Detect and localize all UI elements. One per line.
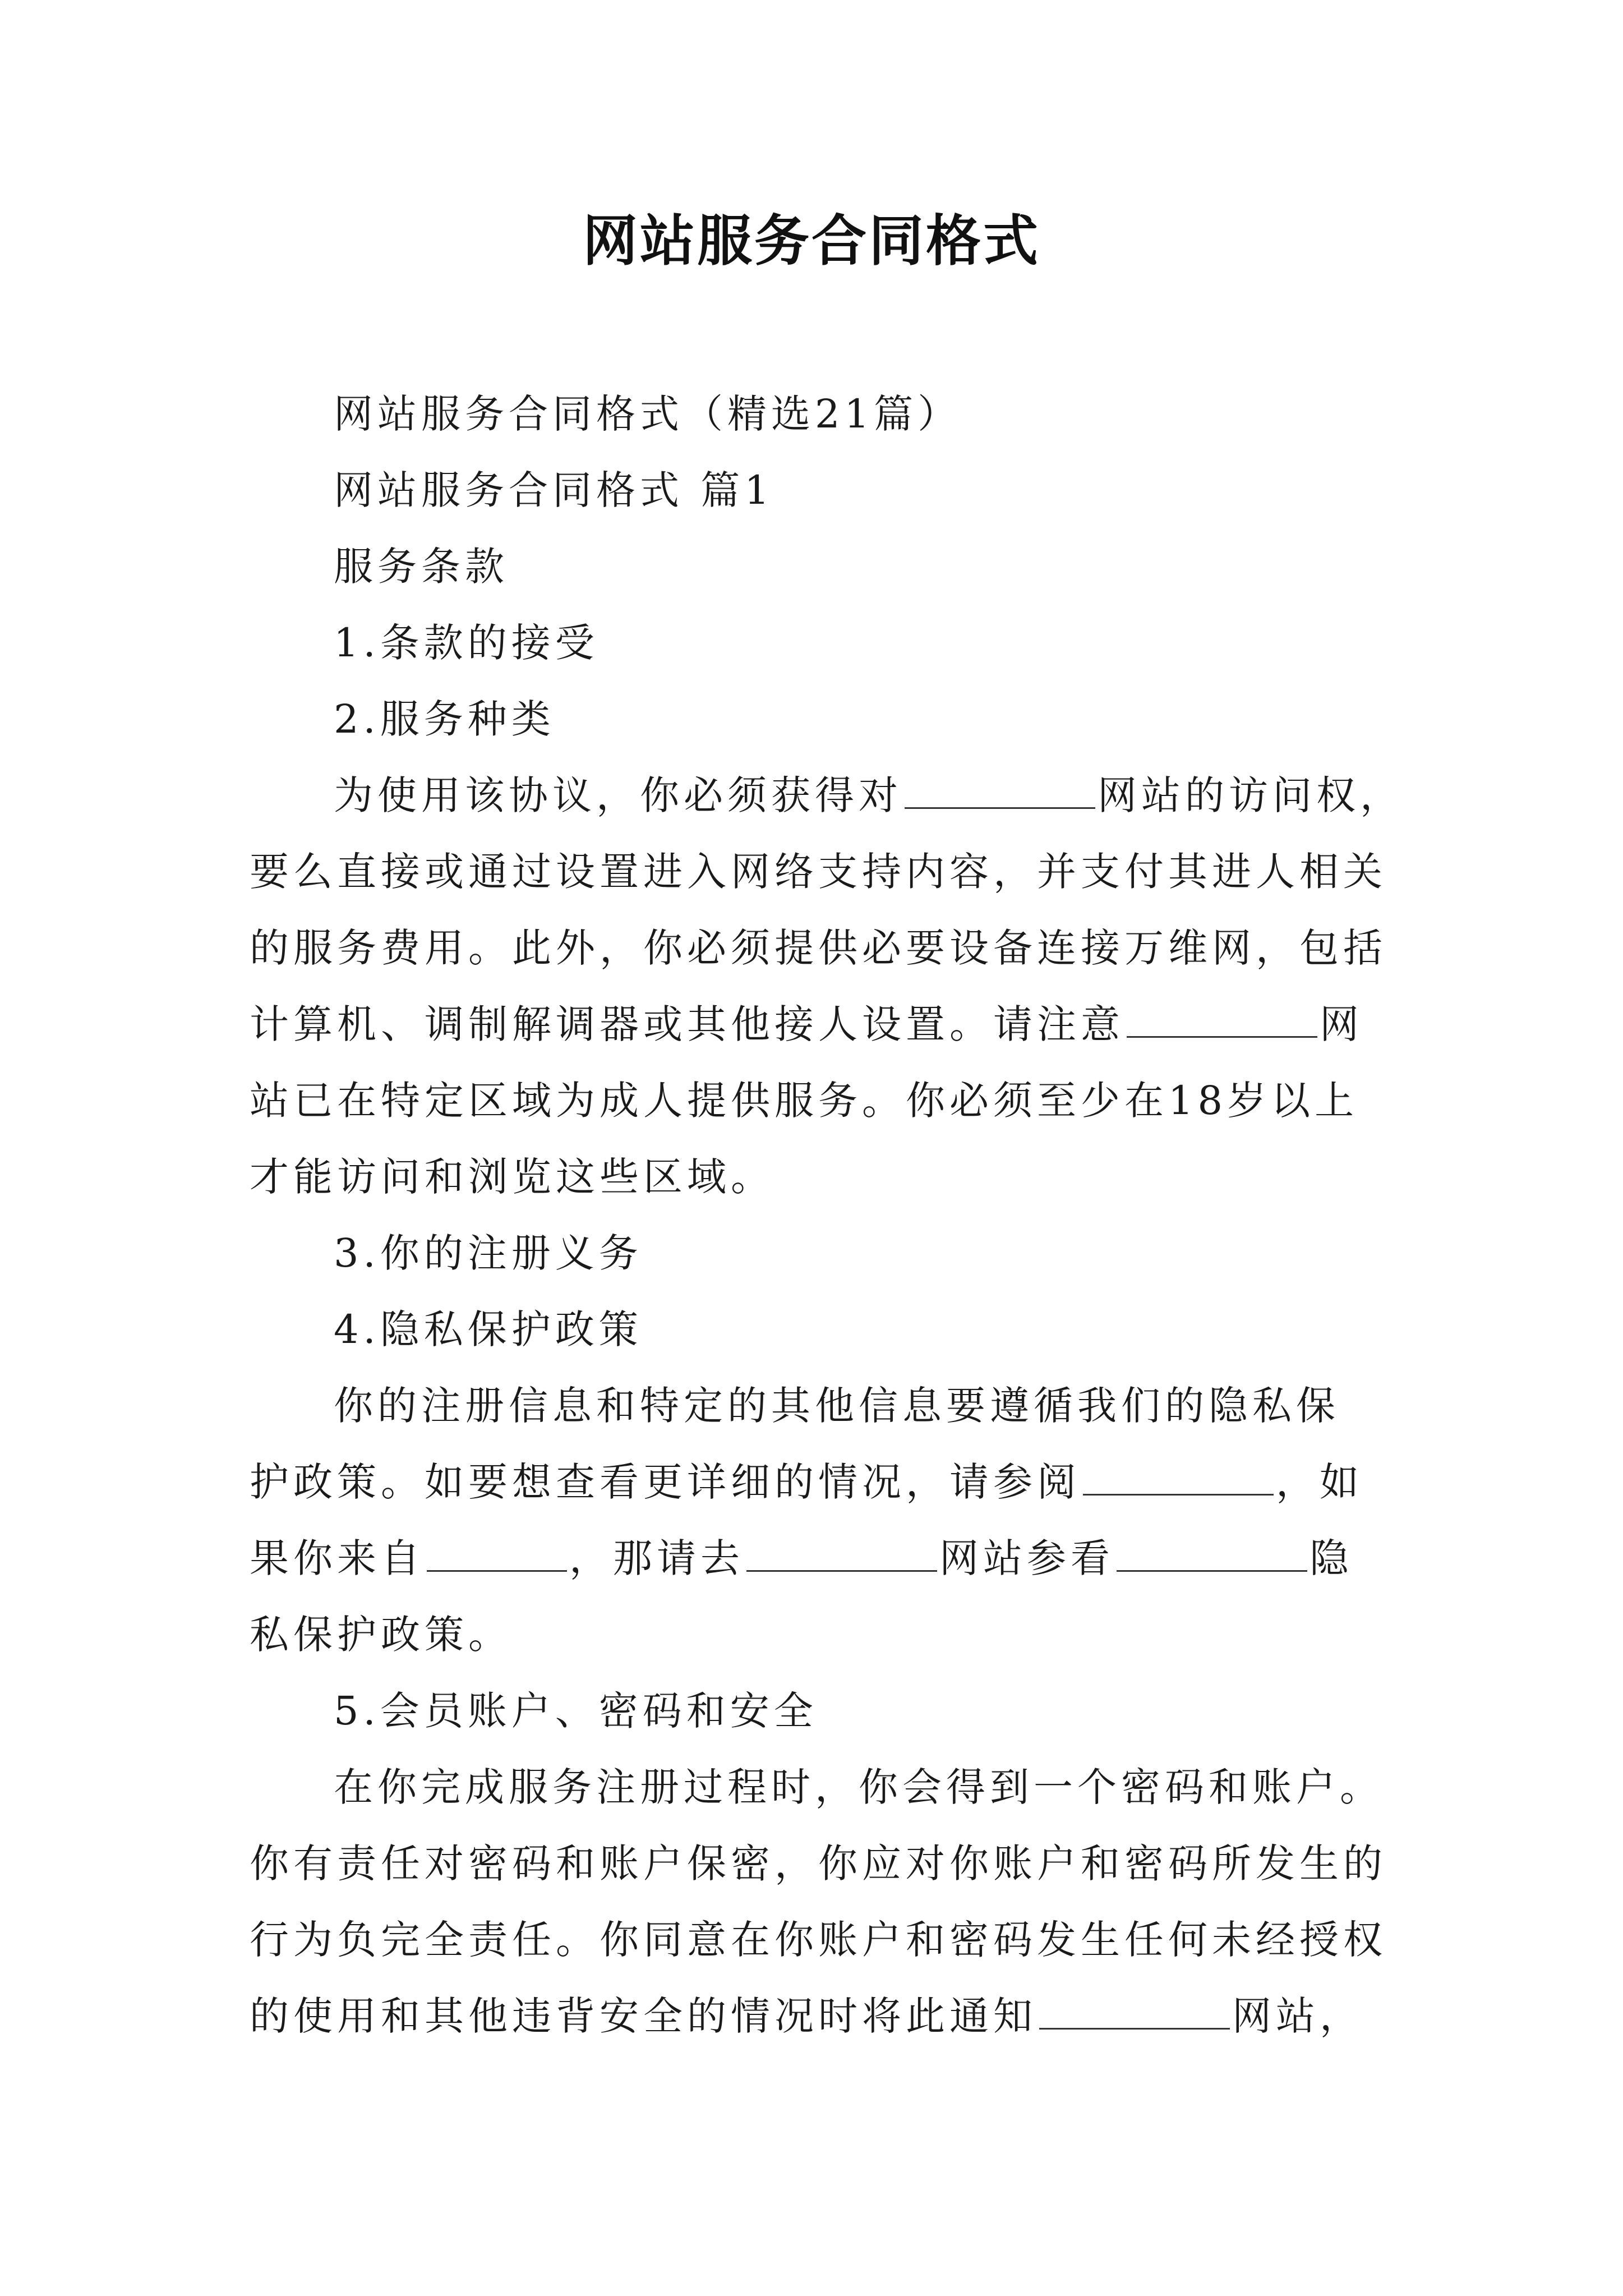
- text-run: 网站的访问权，: [1098, 772, 1404, 818]
- text-run: 才能访问和浏览这些区域。: [250, 1154, 774, 1200]
- paragraph-line: [250, 757, 1404, 834]
- text-run: 4.隐私保护政策: [334, 1306, 643, 1352]
- paragraph-line: [250, 1444, 1388, 1520]
- text-run: ，如: [1276, 1459, 1363, 1505]
- fill-in-blank: [1083, 1455, 1274, 1496]
- fill-in-blank: [1127, 997, 1317, 1038]
- text-run: 3.你的注册义务: [334, 1230, 643, 1276]
- section-heading: [250, 528, 1388, 605]
- clause-heading: [250, 1291, 1388, 1368]
- paragraph-line: [250, 1902, 1388, 1978]
- fill-in-blank: [905, 768, 1095, 809]
- text-run: 2.服务种类: [334, 696, 555, 742]
- clause-heading: [250, 1215, 1388, 1291]
- paragraph-line: [250, 834, 1388, 910]
- paragraph-line: [250, 1368, 1388, 1444]
- section-heading: [250, 452, 1388, 528]
- paragraph-line: [250, 1749, 1388, 1825]
- clause-heading: [250, 1673, 1388, 1749]
- text-run: 网站参看: [939, 1535, 1114, 1581]
- text-run: 果你来自: [250, 1535, 425, 1581]
- text-run: 隐: [1310, 1535, 1353, 1581]
- text-run: 5.会员账户、密码和安全: [334, 1688, 818, 1734]
- text-run: 的服务费用。此外，你必须提供必要设备连接万维网，包括: [250, 925, 1387, 971]
- paragraph-line: [250, 1062, 1388, 1139]
- text-run: 护政策。如要想查看更详细的情况，请参阅: [250, 1459, 1081, 1505]
- text-run: 的使用和其他违背安全的情况时将此通知: [250, 1993, 1037, 2039]
- text-run: ，那请去: [569, 1535, 744, 1581]
- clause-heading: [250, 681, 1388, 757]
- text-run: 在你完成服务注册过程时，你会得到一个密码和账户。: [334, 1764, 1384, 1810]
- text-run: 网站，: [1232, 1993, 1363, 2039]
- paragraph-line: [250, 1520, 1388, 1596]
- clause-heading: [250, 605, 1388, 681]
- text-run: 计算机、调制解调器或其他接人设置。请注意: [250, 1001, 1124, 1047]
- text-run: 要么直接或通过设置进入网络支持内容，并支付其进人相关: [250, 849, 1387, 895]
- document-body: [250, 376, 1404, 2054]
- text-run: 网站服务合同格式（精选21篇）: [334, 391, 962, 437]
- text-run: 1.条款的接受: [334, 620, 599, 666]
- text-run: 网: [1320, 1001, 1363, 1047]
- paragraph-line: [250, 1978, 1388, 2054]
- document-title: 网站服务合同格式: [582, 209, 1040, 273]
- subtitle-line: [250, 376, 1388, 452]
- fill-in-blank: [1039, 1989, 1230, 2030]
- text-run: 为使用该协议，你必须获得对: [334, 772, 902, 818]
- text-run: 你有责任对密码和账户保密，你应对你账户和密码所发生的: [250, 1841, 1387, 1887]
- paragraph-line: [250, 986, 1388, 1062]
- fill-in-blank: [746, 1531, 937, 1572]
- text-run: 你的注册信息和特定的其他信息要遵循我们的隐私保: [334, 1383, 1340, 1429]
- text-run: 网站服务合同格式 篇1: [334, 467, 774, 513]
- text-run: 行为负完全责任。你同意在你账户和密码发生任何未经授权: [250, 1917, 1387, 1963]
- paragraph-line: [250, 1825, 1388, 1902]
- paragraph-line: [250, 910, 1388, 986]
- fill-in-blank: [427, 1531, 567, 1572]
- fill-in-blank: [1117, 1531, 1307, 1572]
- text-run: 站已在特定区域为成人提供服务。你必须至少在18岁以上: [250, 1078, 1359, 1124]
- text-run: 私保护政策。: [250, 1612, 512, 1658]
- text-run: 服务条款: [334, 544, 509, 590]
- paragraph-line: [250, 1596, 1388, 1673]
- paragraph-line: [250, 1139, 1388, 1215]
